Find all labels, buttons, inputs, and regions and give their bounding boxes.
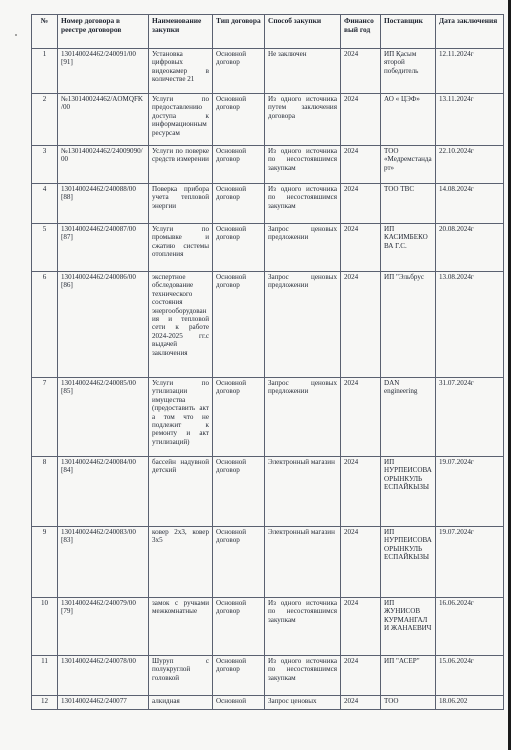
header-contract-type: Тип договора [213,15,265,49]
cell-registry-number: 130140024462/240084/00 [84] [58,457,149,527]
cell-purchase-method: Электронный магазин [265,527,341,598]
cell-contract-type: Основной договор [213,94,265,146]
cell-registry-number: 130140024462/240085/00 [85] [58,378,149,457]
cell-num: 6 [32,272,58,378]
table-row [32,457,504,527]
cell-purchase-method: Запрос ценовых предложении [265,272,341,378]
header-purchase-name: Наименование закупки [149,15,213,49]
cell-supplier: ИП КАСИМБЕКОВА Г.С. [381,224,436,272]
cell-purchase-name: Услуги по поверке средств измерении [149,146,213,184]
table-row [32,94,504,146]
table-row [32,378,504,457]
cell-supplier: ИП "Эльбрус [381,272,436,378]
cell-supplier: ИП ЖУНИСОВ КУРМАНГАЛИ ЖАНАЕВИЧ [381,598,436,656]
cell-purchase-name: бассейн надувной детский [149,457,213,527]
header-supplier: Поставщик [381,15,436,49]
table-row [32,224,504,272]
cell-purchase-name: экспертное обследование технического состояния энергооборудования и тепловой сети к работе 2024-2025 гг.с выдачей заключения [149,272,213,378]
cell-num: 4 [32,184,58,224]
cell-contract-type: Основной договор [213,224,265,272]
cell-purchase-method: Из одного источника путем заключения договора [265,94,341,146]
cell-contract-type: Основной договор [213,598,265,656]
cell-purchase-name: Поверка прибора учета тепловой энергии [149,184,213,224]
cell-purchase-name: Услуги по утилизации имущества (предоставить акт а том что не подлежит к ремонту и акт утилизаций) [149,378,213,457]
cell-fiscal-year: 2024 [341,49,381,94]
cell-num: 12 [32,696,58,710]
cell-fiscal-year: 2024 [341,146,381,184]
cell-fiscal-year: 2024 [341,598,381,656]
table-row [32,696,504,710]
cell-registry-number: 130140024462/240087/00 [87] [58,224,149,272]
cell-fiscal-year: 2024 [341,94,381,146]
cell-conclusion-date: 13.11.2024г [436,94,504,146]
header-registry-number: Номер договора в реестре договоров [58,15,149,49]
cell-purchase-name: замок с ручками межкомнатные [149,598,213,656]
cell-conclusion-date: 13.08.2024г [436,272,504,378]
cell-conclusion-date: 20.08.2024г [436,224,504,272]
cell-num: 5 [32,224,58,272]
cell-purchase-name: Шуруп с полукруглой головкой [149,656,213,696]
cell-contract-type: Основной [213,696,265,710]
cell-contract-type: Основной договор [213,184,265,224]
cell-fiscal-year: 2024 [341,184,381,224]
cell-contract-type: Основной договор [213,146,265,184]
cell-fiscal-year: 2024 [341,696,381,710]
cell-num: 8 [32,457,58,527]
table-row [32,598,504,656]
cell-fiscal-year: 2024 [341,224,381,272]
header-purchase-method: Способ закупки [265,15,341,49]
cell-registry-number: 130140024462/240088/00 [88] [58,184,149,224]
cell-registry-number: №130140024462/24009090/00 [58,146,149,184]
cell-registry-number: 130140024462/240086/00 [86] [58,272,149,378]
cell-registry-number: 130140024462/240083/00 [83] [58,527,149,598]
cell-fiscal-year: 2024 [341,457,381,527]
cell-conclusion-date: 18.06.202 [436,696,504,710]
cell-supplier: ИП НУРПЕИСОВА ОРЫНКУЛЬ ЕСПАЙКЫЗЫ [381,527,436,598]
cell-purchase-method: Не заключен [265,49,341,94]
cell-num: 1 [32,49,58,94]
cell-conclusion-date: 22.10.2024г [436,146,504,184]
cell-num: 10 [32,598,58,656]
cell-contract-type: Основной договор [213,457,265,527]
cell-purchase-name: ковер 2х3, ковер 3х5 [149,527,213,598]
cell-registry-number: 130140024462/240079/00 [79] [58,598,149,656]
cell-conclusion-date: 19.07.2024г [436,457,504,527]
cell-num: 11 [32,656,58,696]
cell-purchase-name: Услуги по промывке и сжатию системы отопления [149,224,213,272]
table-row [32,146,504,184]
table-row [32,272,504,378]
table-row [32,184,504,224]
cell-fiscal-year: 2024 [341,656,381,696]
cell-purchase-name: Установка цифровых видеокамер в количестве 21 [149,49,213,94]
cell-purchase-name: алкидная [149,696,213,710]
cell-purchase-method: Из одного источника по несостоявшимся закупкам [265,184,341,224]
cell-registry-number: 130140024462/240091/00 [91] [58,49,149,94]
scan-speck [15,34,17,36]
cell-fiscal-year: 2024 [341,378,381,457]
cell-purchase-method: Запрос ценовых [265,696,341,710]
cell-fiscal-year: 2024 [341,527,381,598]
cell-registry-number: 130140024462/240077 [58,696,149,710]
cell-contract-type: Основной договор [213,378,265,457]
cell-num: 9 [32,527,58,598]
cell-contract-type: Основной договор [213,527,265,598]
cell-purchase-method: Запрос ценовых предложении [265,224,341,272]
cell-supplier: ИП НУРПЕИСОВА ОРЫНКУЛЬ ЕСПАЙКЫЗЫ [381,457,436,527]
header-num: № [32,15,58,49]
cell-contract-type: Основной договор [213,49,265,94]
cell-purchase-method: Запрос ценовых предложении [265,378,341,457]
cell-conclusion-date: 19.07.2024г [436,527,504,598]
cell-supplier: ТОО «Медремстандарт» [381,146,436,184]
cell-conclusion-date: 31.07.2024г [436,378,504,457]
table-row [32,49,504,94]
header-conclusion-date: Дата заключения [436,15,504,49]
cell-num: 2 [32,94,58,146]
cell-conclusion-date: 15.06.2024г [436,656,504,696]
cell-registry-number: №130140024462/AOMQFK/00 [58,94,149,146]
cell-num: 7 [32,378,58,457]
cell-supplier: ИП "АСЕР" [381,656,436,696]
cell-supplier: DAN engineering [381,378,436,457]
cell-conclusion-date: 16.06.2024г [436,598,504,656]
header-row [32,15,504,49]
cell-registry-number: 130140024462/240078/00 [58,656,149,696]
cell-purchase-method: Электронный магазин [265,457,341,527]
cell-purchase-name: Услуги по предоставлению доступа к информационным ресурсам [149,94,213,146]
cell-purchase-method: Из одного источника по несостоявшимся закупкам [265,146,341,184]
header-fiscal-year: Финансовый год [341,15,381,49]
cell-contract-type: Основной договор [213,272,265,378]
cell-conclusion-date: 12.11.2024г [436,49,504,94]
cell-supplier: ТОО [381,696,436,710]
cell-supplier: АО « ЦЭФ» [381,94,436,146]
cell-purchase-method: Из одного источника по несостоявшимся закупкам [265,598,341,656]
cell-num: 3 [32,146,58,184]
table-row [32,527,504,598]
cell-supplier: ИП Қасым ятoрой победитель [381,49,436,94]
contracts-table [31,14,504,710]
cell-purchase-method: Из одного источника по несостоявшимся закупкам [265,656,341,696]
cell-conclusion-date: 14.08.2024г [436,184,504,224]
table-row [32,656,504,696]
cell-fiscal-year: 2024 [341,272,381,378]
cell-supplier: ТОО ТВС [381,184,436,224]
cell-contract-type: Основной договор [213,656,265,696]
